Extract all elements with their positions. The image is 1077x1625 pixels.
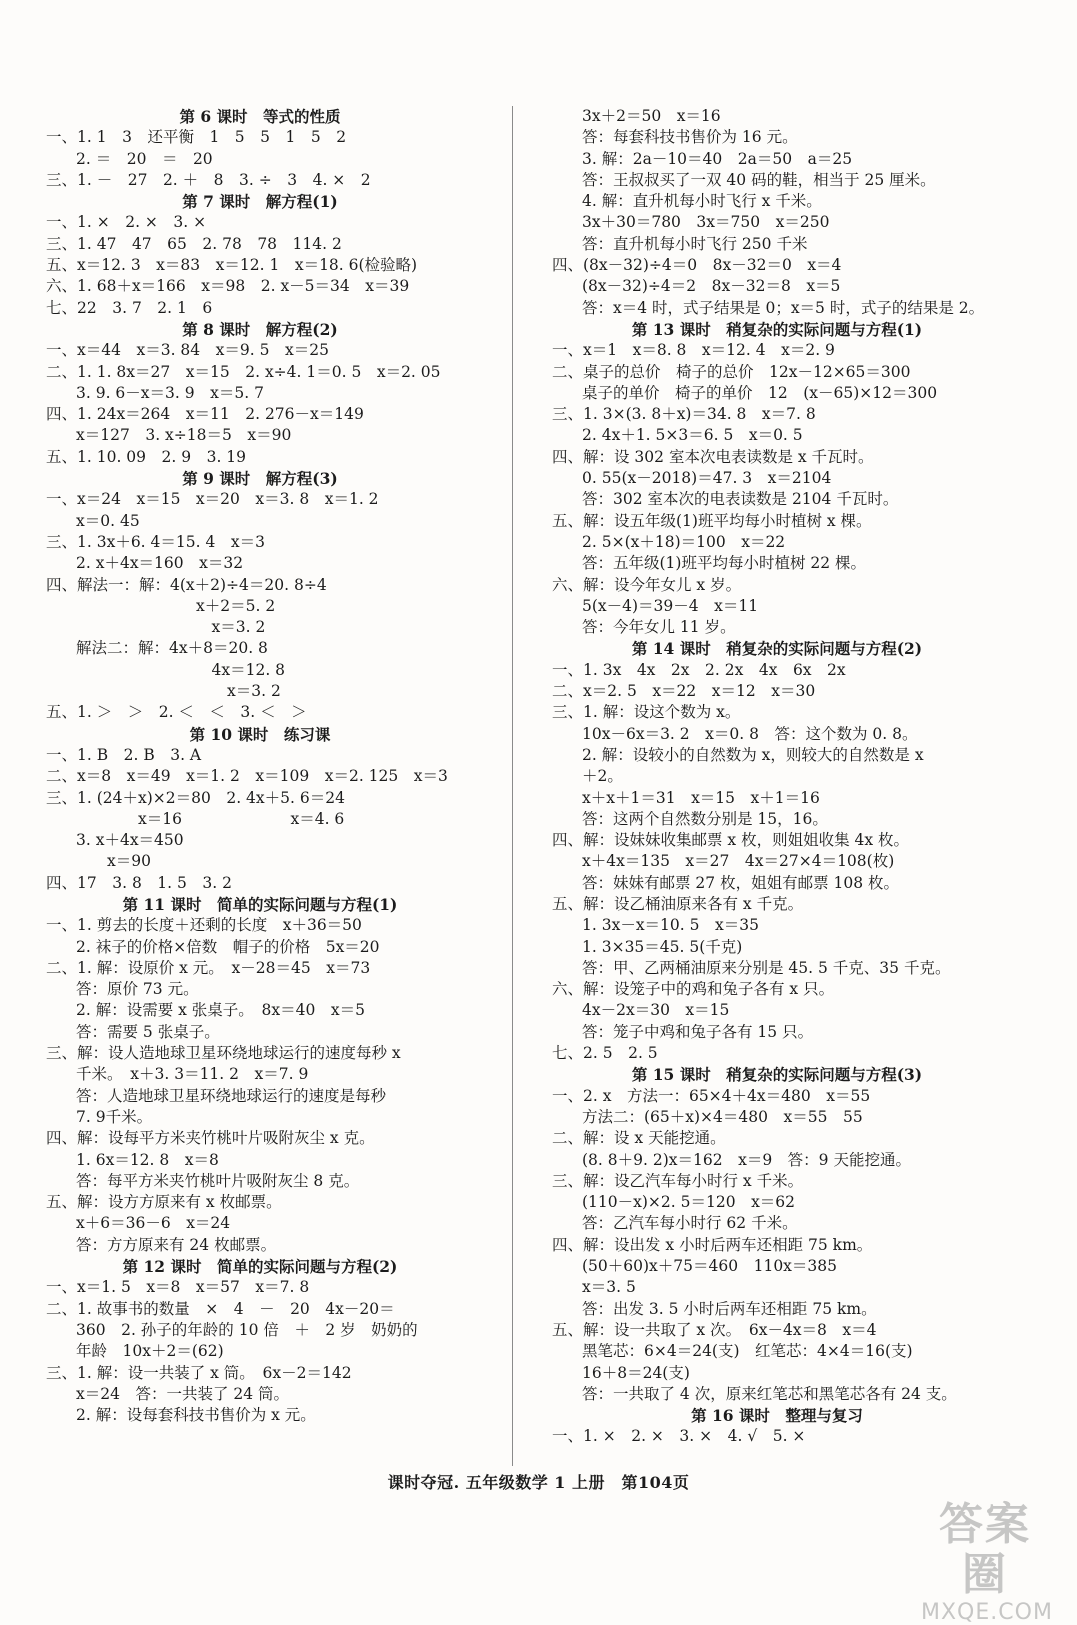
answer-line: 答：人造地球卫星环绕地球运行的速度是每秒	[76, 1086, 387, 1105]
answer-line: 解法二：解：4x＋8＝20. 8	[76, 639, 268, 658]
answer-line: 一、1. 剪去的长度＋还剩的长度 x＋36＝50	[46, 916, 362, 935]
answer-line: 2. 4x＋1. 5×3＝6. 5 x＝0. 5	[582, 426, 803, 445]
answer-line: 一、x＝1 x＝8. 8 x＝12. 4 x＝2. 9	[552, 341, 835, 360]
section-heading: 第 9 课时 解方程(3)	[182, 469, 338, 489]
watermark-url: MXQE.COM	[921, 1600, 1053, 1625]
section-heading: 第 8 课时 解方程(2)	[182, 319, 338, 339]
answer-line: 答：出发 3. 5 小时后两车还相距 75 km。	[582, 1299, 877, 1318]
answer-line: 答：妹妹有邮票 27 枚，姐姐有邮票 108 枚。	[582, 873, 900, 892]
section-heading: 第 14 课时 稍复杂的实际问题与方程(2)	[631, 639, 923, 659]
answer-line: 答：甲、乙两桶油原来分别是 45. 5 千克、35 千克。	[582, 958, 951, 977]
answer-line: 四、1. 24x＝264 x＝11 2. 276－x＝149	[46, 405, 364, 424]
section-heading: 第 15 课时 稍复杂的实际问题与方程(3)	[631, 1065, 923, 1085]
answer-line: 一、1. 1 3 还平衡 1 5 5 1 5 2	[46, 128, 347, 147]
answer-line: (8x－32)÷4＝2 8x－32＝8 x＝5	[582, 277, 841, 296]
answer-line: 五、1. ＞ ＞ 2. ＜ ＜ 3. ＜ ＞	[46, 703, 307, 722]
answer-line: 16＋8＝24(支)	[582, 1363, 690, 1382]
answer-line: 三、1. － 27 2. ＋ 8 3. ÷ 3 4. × 2	[46, 170, 371, 189]
answer-line: 答：直升机每小时飞行 250 千米	[582, 234, 808, 253]
answer-line: 四、解：设妹妹收集邮票 x 枚，则姐姐收集 4x 枚。	[552, 831, 910, 850]
answer-line: 五、1. 10. 09 2. 9 3. 19	[46, 447, 247, 466]
answer-line: 一、2. x 方法一：65×4＋4x＝480 x＝55	[552, 1086, 871, 1105]
watermark-logo	[921, 1499, 1053, 1625]
answer-line: x＝16 x＝4. 6	[76, 809, 345, 828]
answer-line: 答：需要 5 张桌子。	[76, 1022, 220, 1041]
answer-line: 一、x＝44 x＝3. 84 x＝9. 5 x＝25	[46, 341, 329, 360]
section-heading: 第 12 课时 简单的实际问题与方程(2)	[122, 1257, 398, 1277]
answer-line: 四、(8x－32)÷4＝0 8x－32＝0 x＝4	[552, 256, 842, 275]
answer-line: 三、1. 3×(3. 8＋x)＝34. 8 x＝7. 8	[552, 405, 816, 424]
section-heading: 第 10 课时 练习课	[189, 724, 331, 744]
answer-line: 答：x＝4 时，式子结果是 0；x＝5 时，式子的结果是 2。	[582, 298, 985, 317]
answer-line: 三、解：设乙汽车每小时行 x 千米。	[552, 1171, 804, 1190]
answer-line: 三、解：设人造地球卫星环绕地球运行的速度每秒 x	[46, 1044, 401, 1063]
watermark-mark: 答案圈	[939, 1499, 1031, 1600]
answer-line: 2. x＋4x＝160 x＝32	[76, 554, 244, 573]
answer-line: 3x＋30＝780 3x＝750 x＝250	[582, 213, 830, 232]
answer-line: 二、1. 故事书的数量 × 4 － 20 4x－20＝	[46, 1299, 395, 1318]
answer-line: x＝3. 2	[196, 682, 281, 701]
answer-line: 五、解：设五年级(1)班平均每小时植树 x 棵。	[552, 511, 872, 530]
answer-line: 4x＝12. 8	[196, 660, 286, 679]
answer-line: x＋4x＝135 x＝27 4x＝27×4＝108(枚)	[582, 852, 895, 871]
answer-line: 二、x＝2. 5 x＝22 x＝12 x＝30	[552, 682, 816, 701]
answer-line: 3. x＋4x＝450	[76, 831, 184, 850]
answer-line: 四、解：设 302 室本次电表读数是 x 千瓦时。	[552, 447, 874, 466]
answer-line: 3. 9. 6－x＝3. 9 x＝5. 7	[76, 383, 264, 402]
column-divider	[512, 106, 513, 1466]
answer-line: 2. 袜子的价格×倍数 帽子的价格 5x＝20	[76, 937, 380, 956]
answer-line: 答：原价 73 元。	[76, 980, 199, 999]
answer-line: 四、解法一：解：4(x＋2)÷4＝20. 8÷4	[46, 575, 327, 594]
answer-line: 4. 解：直升机每小时飞行 x 千米。	[582, 192, 822, 211]
answer-line: 3. 解：2a－10＝40 2a＝50 a＝25	[582, 149, 853, 168]
answer-line: 0. 55(x－2018)＝47. 3 x＝2104	[582, 469, 832, 488]
answer-line: 1. 6x＝12. 8 x＝8	[76, 1150, 219, 1169]
answer-line: 2. 解：设较小的自然数为 x，则较大的自然数是 x	[582, 745, 924, 764]
answer-line: ＋2。	[582, 767, 623, 786]
answer-line: 一、1. 3x 4x 2x 2. 2x 4x 6x 2x	[552, 660, 846, 679]
answer-line: 答：五年级(1)班平均每小时植树 22 棵。	[582, 554, 867, 573]
answer-line: x＋x＋1＝31 x＝15 x＋1＝16	[582, 788, 820, 807]
answer-line: 2. ＝ 20 ＝ 20	[76, 149, 213, 168]
answer-line: 二、x＝8 x＝49 x＝1. 2 x＝109 x＝2. 125 x＝3	[46, 767, 448, 786]
section-heading: 第 13 课时 稍复杂的实际问题与方程(1)	[631, 319, 923, 339]
answer-line: 答：今年女儿 11 岁。	[582, 618, 736, 637]
answer-line: 二、桌子的总价 椅子的总价 12x－12×65＝300	[552, 362, 911, 381]
section-heading: 第 16 课时 整理与复习	[691, 1406, 863, 1426]
answer-line: 答：每平方米夹竹桃叶片吸附灰尘 8 克。	[76, 1171, 360, 1190]
answer-line: 360 2. 孙子的年龄的 10 倍 ＋ 2 岁 奶奶的	[76, 1320, 418, 1339]
answer-line: 五、x＝12. 3 x＝83 x＝12. 1 x＝18. 6(检验略)	[46, 256, 418, 275]
answer-line: 一、1. B 2. B 3. A	[46, 745, 202, 764]
answer-line: x＝24 答：一共装了 24 筒。	[76, 1384, 290, 1403]
answer-line: 五、解：设一共取了 x 次。 6x－4x＝8 x＝4	[552, 1320, 877, 1339]
answer-line: x＋6＝36－6 x＝24	[76, 1214, 231, 1233]
right-column	[552, 106, 1022, 1448]
answer-line: 五、解：设方方原来有 x 枚邮票。	[46, 1193, 282, 1212]
answer-line: 1. 3x－x＝10. 5 x＝35	[582, 916, 759, 935]
answer-line: 三、1. 解：设这个数为 x。	[552, 703, 741, 722]
answer-line: 黑笔芯：6×4＝24(支) 红笔芯：4×4＝16(支)	[582, 1342, 913, 1361]
answer-line: 1. 3×35＝45. 5(千克)	[582, 937, 743, 956]
answer-line: 年龄 10x＋2＝(62)	[76, 1342, 224, 1361]
answer-line: 3x＋2＝50 x＝16	[582, 107, 721, 125]
page-footer: 课时夺冠. 五年级数学 1 上册 第104页	[387, 1473, 690, 1492]
answer-line: 桌子的单价 椅子的单价 12 (x－65)×12＝300	[582, 383, 938, 402]
answer-line: 5(x－4)＝39－4 x＝11	[582, 596, 759, 615]
answer-line: 四、17 3. 8 1. 5 3. 2	[46, 873, 232, 892]
answer-line: 一、x＝24 x＝15 x＝20 x＝3. 8 x＝1. 2	[46, 490, 379, 509]
answer-line: 4x－2x＝30 x＝15	[582, 1001, 730, 1020]
answer-line: 答：这两个自然数分别是 15，16。	[582, 809, 828, 828]
answer-line: 四、解：设出发 x 小时后两车还相距 75 km。	[552, 1235, 873, 1254]
answer-line: x＝3. 5	[582, 1278, 636, 1297]
answer-line: 方法二：(65＋x)×4＝480 x＝55 55	[582, 1107, 863, 1126]
answer-line: 答：方方原来有 24 枚邮票。	[76, 1235, 277, 1254]
answer-line: x＝90	[76, 852, 151, 871]
answer-line: 2. 解：设每套科技书售价为 x 元。	[76, 1406, 316, 1425]
section-heading: 第 11 课时 简单的实际问题与方程(1)	[122, 894, 398, 914]
answer-line: 10x－6x＝3. 2 x＝0. 8 答：这个数为 0. 8。	[582, 724, 918, 743]
answer-line: x＝127 3. x÷18＝5 x＝90	[76, 426, 292, 445]
answer-line: 三、1. (24＋x)×2＝80 2. 4x＋5. 6＝24	[46, 788, 345, 807]
answer-line: 一、1. × 2. × 3. ×	[46, 213, 207, 232]
answer-line: 六、解：设笼子中的鸡和兔子各有 x 只。	[552, 980, 835, 999]
answer-line: 千米。 x＋3. 3＝11. 2 x＝7. 9	[76, 1065, 309, 1084]
answer-line: 六、1. 68＋x＝166 x＝98 2. x－5＝34 x＝39	[46, 277, 410, 296]
answer-line: 答：302 室本次的电表读数是 2104 千瓦时。	[582, 490, 899, 509]
answer-line: 二、1. 解：设原价 x 元。 x－28＝45 x＝73	[46, 958, 371, 977]
answer-line: 7. 9千米。	[76, 1107, 153, 1126]
answer-line: x＝0. 45	[76, 511, 140, 530]
answer-line: 七、22 3. 7 2. 1 6	[46, 298, 213, 317]
answer-line: 答：每套科技书售价为 16 元。	[582, 128, 798, 147]
answer-line: (50＋60)x＋75＝460 110x＝385	[582, 1257, 838, 1276]
answer-line: 一、x＝1. 5 x＝8 x＝57 x＝7. 8	[46, 1278, 310, 1297]
answer-line: 一、1. × 2. × 3. × 4. √ 5. ×	[552, 1427, 806, 1446]
answer-line: x＋2＝5. 2	[196, 596, 276, 615]
answer-line: 答：乙汽车每小时行 62 千米。	[582, 1214, 798, 1233]
answer-line: x＝3. 2	[196, 618, 266, 637]
answer-line: 三、1. 解：设一共装了 x 筒。 6x－2＝142	[46, 1363, 352, 1382]
answer-line: 2. 解：设需要 x 张桌子。 8x＝40 x＝5	[76, 1001, 365, 1020]
left-column	[46, 106, 494, 1426]
answer-line: 2. 5×(x＋18)＝100 x＝22	[582, 532, 786, 551]
answer-line: 二、1. 1. 8x＝27 x＝15 2. x÷4. 1＝0. 5 x＝2. 05	[46, 362, 441, 381]
answer-line: 三、1. 47 47 65 2. 78 78 114. 2	[46, 234, 342, 253]
answer-line: (8. 8＋9. 2)x＝162 x＝9 答：9 天能挖通。	[582, 1150, 911, 1169]
answer-line: 答：王叔叔买了一双 40 码的鞋，相当于 25 厘米。	[582, 170, 936, 189]
answer-line: 二、解：设 x 天能挖通。	[552, 1129, 726, 1148]
answer-line: 四、解：设每平方米夹竹桃叶片吸附灰尘 x 克。	[46, 1129, 375, 1148]
answer-line: (110－x)×2. 5＝120 x＝62	[582, 1193, 796, 1212]
answer-line: 答：一共取了 4 次，原来红笔芯和黑笔芯各有 24 支。	[582, 1384, 957, 1403]
section-heading: 第 7 课时 解方程(1)	[182, 192, 338, 212]
answer-line: 七、2. 5 2. 5	[552, 1044, 658, 1063]
answer-line: 答：笼子中鸡和兔子各有 15 只。	[582, 1022, 814, 1041]
answer-line: 六、解：设今年女儿 x 岁。	[552, 575, 742, 594]
answer-line: 三、1. 3x＋6. 4＝15. 4 x＝3	[46, 532, 265, 551]
answer-line: 五、解：设乙桶油原来各有 x 千克。	[552, 894, 804, 913]
section-heading: 第 6 课时 等式的性质	[179, 107, 341, 126]
